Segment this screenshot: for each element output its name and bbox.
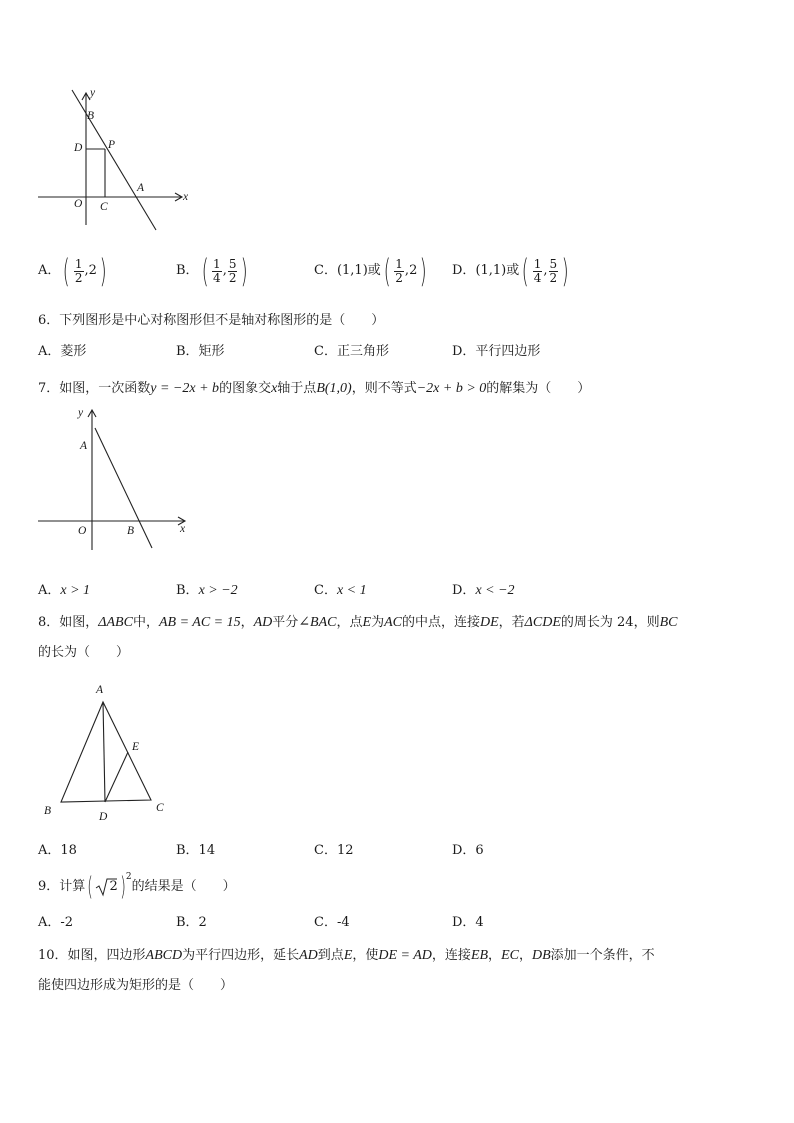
q9-option-c[interactable]: C．-4 [314, 915, 350, 930]
paren-close: ) [120, 872, 126, 902]
option-letter: D． [452, 263, 476, 278]
label-x: x [183, 191, 189, 203]
paren-open: ( [383, 252, 391, 290]
fraction: $\frac{5}{2}$ [549, 256, 558, 285]
figure-q5 [30, 85, 200, 235]
q8-option-d[interactable]: D．6 [452, 843, 484, 858]
option-letter: C． [314, 263, 337, 278]
q8-option-a[interactable]: A．18 [38, 843, 77, 858]
label-e: E [132, 741, 140, 753]
pre-value: (1,1) [336, 263, 368, 278]
q8-stem-line1: 8．如图，ΔABC中，AB = AC = 15，AD平分∠BAC，点E为AC的中点，连接DE，若ΔCDE的周长为 24，则BC [38, 615, 678, 630]
inequality: −2x + b > 0 [416, 381, 487, 396]
label-d: D [99, 811, 108, 823]
q7-option-d[interactable]: D．x < −2 [452, 583, 515, 598]
label-c: C [156, 802, 164, 814]
figure-q7-svg [30, 402, 200, 552]
label-c: C [100, 201, 108, 213]
q5-option-d[interactable] [452, 252, 572, 290]
or-text: 或 [367, 263, 381, 278]
figure-q5-svg [30, 85, 200, 235]
label-p: P [108, 139, 116, 151]
q10-stem-line2: 能使四边形成为矩形的是（ ） [38, 978, 234, 993]
paren-open: ( [63, 252, 71, 290]
q8-option-c[interactable]: C．12 [314, 843, 354, 858]
paren-close: ) [561, 252, 569, 290]
fraction: $\frac{5}{2}$ [228, 256, 237, 285]
q7-option-b[interactable]: B．x > −2 [176, 583, 238, 598]
line-ab [95, 428, 152, 548]
label-b: B [127, 525, 135, 537]
segment-de [105, 752, 128, 802]
q9-stem: 9．计算 ( 2 ) 2 的结果是（ ） [38, 874, 236, 900]
fraction: $\frac{1}{4}$ [213, 256, 221, 285]
or-text: 或 [506, 263, 520, 278]
q5-option-b[interactable] [176, 252, 251, 290]
paren-close: ) [420, 252, 428, 290]
fraction: $\frac{1}{4}$ [533, 256, 542, 285]
q5-option-c[interactable] [314, 252, 430, 290]
value: 2 [88, 263, 97, 278]
line-ab [72, 90, 156, 230]
label-a: A [96, 684, 104, 696]
q7-option-c[interactable]: C．x < 1 [314, 583, 367, 598]
option-letter: A． [38, 263, 61, 278]
q6-option-b[interactable]: B．矩形 [176, 344, 225, 359]
formula: y = −2x + b [150, 381, 220, 396]
separator: , [543, 263, 548, 278]
segment-ad [103, 702, 105, 802]
label-a: A [137, 182, 145, 194]
q6-option-c[interactable]: C．正三角形 [314, 344, 389, 359]
fraction: $\frac{1}{2}$ [74, 256, 83, 285]
label-y: y [78, 407, 84, 419]
q8-option-b[interactable]: B．14 [176, 843, 216, 858]
q7-option-a[interactable]: A．x > 1 [38, 583, 91, 598]
q7-stem: 7．如图，一次函数y = −2x + b的图象交x轴于点B(1,0)，则不等式−2x + b > 0的解集为（ ） [38, 381, 591, 396]
paren-open: ( [522, 252, 529, 290]
option-letter: B． [176, 263, 199, 278]
q9-option-d[interactable]: D．4 [452, 915, 484, 930]
q6-option-d[interactable]: D．平行四边形 [452, 344, 541, 359]
label-o: O [74, 198, 83, 210]
figure-q8-svg [35, 680, 175, 825]
point: B(1,0) [316, 381, 352, 396]
q6-option-a[interactable]: A．菱形 [38, 344, 87, 359]
q6-stem: 6．下列图形是中心对称图形但不是轴对称图形的是（ ） [38, 313, 385, 328]
separator: , [84, 263, 89, 278]
q9-option-b[interactable]: B．2 [176, 915, 207, 930]
label-o: O [78, 525, 87, 537]
q5-option-a[interactable] [38, 252, 109, 290]
label-b: B [44, 805, 52, 817]
label-a: A [80, 440, 88, 452]
figure-q7 [30, 402, 200, 552]
q10-stem-line1: 10．如图，四边形ABCD为平行四边形，延长AD到点E，使DE = AD，连接EB，EC，DB添加一个条件，不 [38, 948, 655, 963]
pre-value: (1,1) [475, 263, 507, 278]
paren-open: ( [201, 252, 209, 290]
label-x: x [180, 523, 186, 535]
separator: , [404, 263, 410, 278]
value: 2 [409, 263, 418, 278]
paren-close: ) [241, 252, 249, 290]
separator: , [222, 263, 227, 278]
q9-option-a[interactable]: A．-2 [38, 915, 74, 930]
q8-stem-line2: 的长为（ ） [38, 645, 130, 660]
paren-open: ( [87, 872, 94, 902]
label-d: D [74, 142, 83, 154]
fraction: $\frac{1}{2}$ [395, 256, 403, 285]
label-y: y [90, 87, 96, 99]
label-b: B [87, 110, 95, 122]
paren-close: ) [99, 252, 107, 290]
exponent: 2 [125, 872, 132, 882]
radicand: 2 [109, 879, 118, 894]
figure-q8 [35, 680, 175, 825]
